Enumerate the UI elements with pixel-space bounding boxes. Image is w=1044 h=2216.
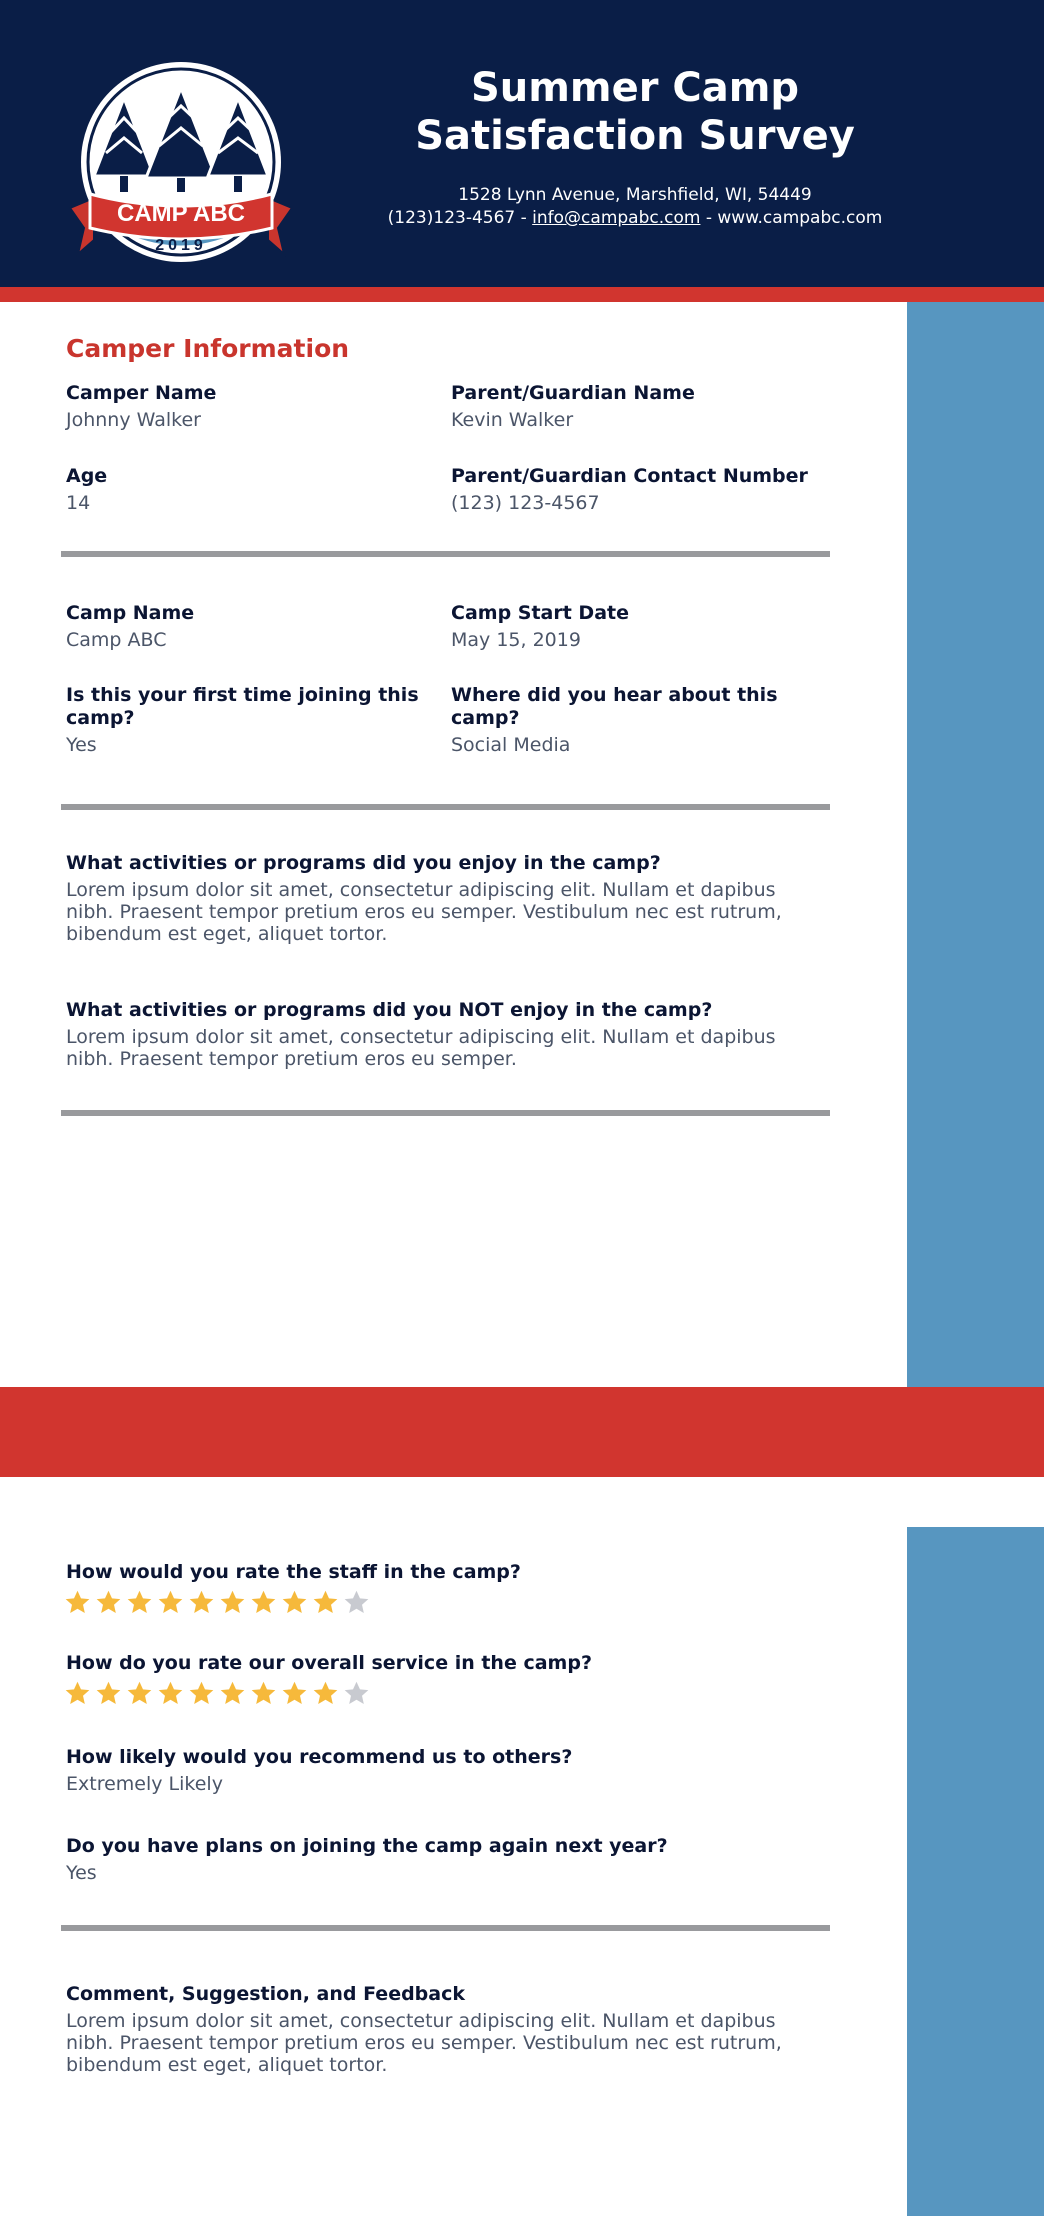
label: Camp Start Date [451,602,629,624]
star-filled-icon [219,1589,246,1616]
value: Kevin Walker [451,409,574,431]
field-parent-name [451,382,851,432]
star-filled-icon [95,1680,122,1707]
value: Lorem ipsum dolor sit amet, consectetur adipiscing elit. Nullam et dapibus nibh. Praesent tempor pretium eros eu semper. Vestibulum nec est rutrum, bibendum est eget, aliquet tortor. [66,879,782,945]
website: - www.campabc.com [700,208,883,228]
label: Is this your first time joining this camp? [66,684,419,729]
label: Age [66,465,108,487]
label: Do you have plans on joining the camp again next year? [66,1835,668,1857]
field-not-enjoyed-activities [66,999,826,1070]
red-page-band [0,1387,1044,1477]
staff-rating-stars [64,1589,370,1616]
star-filled-icon [126,1680,153,1707]
star-filled-icon [157,1589,184,1616]
label: What activities or programs did you NOT enjoy in the camp? [66,999,713,1021]
divider-3 [61,1110,830,1116]
contact-line [380,207,890,230]
logo-year: 2019 [155,237,207,254]
value: Social Media [451,734,571,756]
star-filled-icon [281,1680,308,1707]
label: Parent/Guardian Contact Number [451,465,808,487]
star-filled-icon [281,1589,308,1616]
field-feedback [66,1983,826,2076]
value: Lorem ipsum dolor sit amet, consectetur adipiscing elit. Nullam et dapibus nibh. Praesent tempor pretium eros eu semper. Vestibulum nec est rutrum, bibendum est eget, aliquet tortor. [66,2010,782,2076]
value: Camp ABC [66,629,167,651]
address: 1528 Lynn Avenue, Marshfield, WI, 54449 [458,185,812,205]
label: How likely would you recommend us to others? [66,1746,573,1768]
label: Comment, Suggestion, and Feedback [66,1983,465,2005]
contact-info [380,184,890,230]
value: Extremely Likely [66,1773,223,1795]
field-camp-name [66,602,426,652]
header-red-stripe [0,287,1044,302]
star-filled-icon [95,1589,122,1616]
star-empty-icon [343,1589,370,1616]
value: Johnny Walker [66,409,201,431]
field-camp-start-date [451,602,851,652]
field-staff-rating-label [66,1561,866,1584]
blue-sidebar-bottom [907,1527,1044,2216]
value: Yes [66,1862,97,1884]
star-filled-icon [157,1680,184,1707]
value: 14 [66,492,91,514]
value: Yes [66,734,97,756]
camp-logo [66,58,296,270]
star-filled-icon [312,1680,339,1707]
divider-1 [61,551,830,557]
survey-title [380,64,890,160]
title-line-1: Summer Camp [470,65,800,111]
field-parent-contact [451,465,851,515]
field-heard-about [451,684,851,757]
field-age [66,465,426,515]
field-join-again [66,1835,866,1885]
star-filled-icon [250,1680,277,1707]
divider-2 [61,804,830,810]
star-filled-icon [188,1589,215,1616]
field-camper-name [66,382,426,432]
star-filled-icon [64,1680,91,1707]
email-link[interactable]: info@campabc.com [532,208,701,228]
star-filled-icon [219,1680,246,1707]
star-filled-icon [250,1589,277,1616]
label: Camper Name [66,382,217,404]
label: How do you rate our overall service in the camp? [66,1652,592,1674]
divider-4 [61,1925,830,1931]
label: What activities or programs did you enjoy in the camp? [66,852,661,874]
label: Where did you hear about this camp? [451,684,778,729]
blue-sidebar-top [907,302,1044,1387]
label: Camp Name [66,602,195,624]
star-empty-icon [343,1680,370,1707]
field-enjoyed-activities [66,852,826,945]
star-filled-icon [64,1589,91,1616]
phone: (123)123-4567 - [387,208,533,228]
label: Parent/Guardian Name [451,382,695,404]
logo-text: CAMP ABC [116,200,246,227]
star-filled-icon [126,1589,153,1616]
value: Lorem ipsum dolor sit amet, consectetur adipiscing elit. Nullam et dapibus nibh. Praesent tempor pretium eros eu semper. [66,1026,776,1070]
label: How would you rate the staff in the camp? [66,1561,521,1583]
star-filled-icon [188,1680,215,1707]
field-service-rating-label [66,1652,866,1675]
field-recommend [66,1746,866,1796]
field-first-time [66,684,421,757]
value: May 15, 2019 [451,629,581,651]
title-line-2: Satisfaction Survey [415,113,855,159]
service-rating-stars [64,1680,370,1707]
section-title-camper-info: Camper Information [66,334,350,363]
star-filled-icon [312,1589,339,1616]
value: (123) 123-4567 [451,492,600,514]
